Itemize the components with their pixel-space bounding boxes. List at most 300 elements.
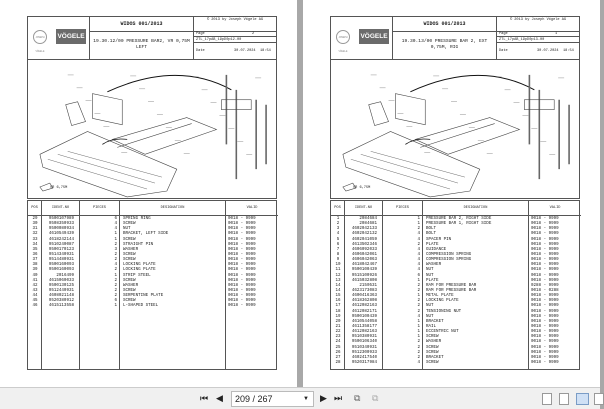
screed-rails <box>351 151 465 189</box>
parts-table <box>27 200 277 370</box>
table-cell: 44 <box>32 294 38 299</box>
table-cell: 46 <box>32 304 38 309</box>
table-cell: SCREW <box>123 258 136 263</box>
table-cell: 4 <box>417 232 420 237</box>
table-row <box>331 361 579 366</box>
table-cell: 9514340931 <box>48 252 74 257</box>
table-cell: 0018 - 9999 <box>228 268 256 273</box>
table-cell: 2 <box>114 283 117 288</box>
date-row <box>194 43 276 59</box>
table-cell: 1 <box>417 278 420 283</box>
table-cell: 39 <box>32 268 38 273</box>
table-cell: 25 <box>335 345 341 350</box>
date-row <box>497 43 579 59</box>
table-cell: 1 <box>114 304 117 309</box>
pdf-page-left <box>0 0 297 387</box>
table-cell: METAL PLATE <box>426 294 454 299</box>
table-cell: 0018 - 0288 <box>531 288 559 293</box>
column-header: PIECES <box>80 201 119 216</box>
table-cell: 36 <box>32 252 38 257</box>
column-header: DESIGNATION <box>423 201 528 216</box>
table-cell: 0018 - 9999 <box>228 278 256 283</box>
table-cell: 4 <box>417 247 420 252</box>
table-cell: 9500170123 <box>48 247 74 252</box>
last-page-button[interactable]: ⏭ <box>334 394 343 404</box>
logo-cell <box>331 17 393 59</box>
copyright: © 2013 by Joseph Vögele AG <box>497 17 579 32</box>
table-cell: 0018 - 9999 <box>228 299 256 304</box>
table-cell: 40 <box>32 273 38 278</box>
table-cell: 9 <box>336 258 340 263</box>
table-cell: ECCENTRIC NUT <box>426 330 459 335</box>
two-page-view-icon[interactable] <box>576 393 589 405</box>
table-cell: 4610544058 <box>351 319 377 324</box>
parts-table <box>330 200 580 370</box>
table-cell: RAIL <box>426 324 437 329</box>
table-cell: STRAIGHT PIN <box>123 242 154 247</box>
table-cell: 2 <box>417 309 420 314</box>
table-cell: 2 <box>417 242 420 247</box>
table-cell: 4612082163 <box>351 330 377 335</box>
table-cell: 9510380931 <box>351 335 377 340</box>
table-cell: 4602042133 <box>351 227 377 232</box>
table-cell: 0018 - 9999 <box>531 360 559 365</box>
housing <box>92 94 122 125</box>
column-header: DESIGNATION <box>120 201 225 216</box>
table-cell: BOLT <box>426 227 437 232</box>
table-cell: 2 <box>417 299 420 304</box>
table-cell: L-SHAPED STEEL <box>123 304 159 309</box>
screed-rails <box>48 151 162 189</box>
table-cell: 4618362808 <box>351 299 377 304</box>
table-cell: 1 <box>417 217 420 221</box>
table-cell: 4 <box>114 222 117 227</box>
assembly-title: 19.30.12/00 PRESSURE BAR2, VR 0,75M LEFT <box>90 32 194 59</box>
table-cell: 0018 - 9999 <box>531 242 559 247</box>
table-cell: SCREW <box>123 252 136 257</box>
table-cell: 9520317984 <box>351 360 377 365</box>
table-cell: 26 <box>335 350 341 355</box>
table-cell: 4613502346 <box>351 242 377 247</box>
table-cell: 2 <box>417 288 420 293</box>
table-cell: 9500160093 <box>48 263 74 268</box>
table-cell: 2 <box>336 222 340 227</box>
table-cell: 0018 - 9999 <box>228 288 256 293</box>
table-cell: TENSIONING NUT <box>426 309 462 314</box>
pdf-page-right <box>303 0 600 387</box>
first-page-button[interactable]: ⏮ <box>200 394 209 404</box>
time-value: 18:54 <box>563 49 574 53</box>
table-cell: 24 <box>335 340 341 345</box>
table-cell: 33 <box>32 237 38 242</box>
date-label: Date <box>196 49 205 53</box>
page-label: Page <box>499 32 508 36</box>
table-cell: PRESSURE BAR 2, RIGHT SIDE <box>426 217 492 221</box>
table-cell: SCREW <box>426 360 439 365</box>
table-cell: LOCKING PLATE <box>123 268 156 273</box>
time-value: 18:54 <box>260 49 271 53</box>
table-cell: 0018 - 9999 <box>531 252 559 257</box>
table-cell: 2 <box>114 252 117 257</box>
table-cell: RAM FOR PRESSURE BAR <box>426 283 477 288</box>
table-cell: 0018 - 9999 <box>228 222 256 227</box>
chevron-down-icon[interactable]: ▼ <box>303 396 309 402</box>
table-cell: SPACER PIN <box>426 237 452 242</box>
spring-stack <box>529 75 569 179</box>
table-cell: 6 <box>114 299 117 304</box>
table-cell: 4 <box>417 258 420 263</box>
table-cell: 1 <box>336 217 340 221</box>
table-cell: 42 <box>32 283 38 288</box>
table-cell: 3 <box>114 247 117 252</box>
table-cell: 2 <box>417 304 420 309</box>
table-cell: 0018 - 9999 <box>228 217 256 221</box>
table-cell: 2 <box>417 227 420 232</box>
table-cell: 9514480931 <box>48 258 74 263</box>
table-cell: 4 <box>114 263 117 268</box>
bracket-part <box>369 102 389 126</box>
table-cell: 2 <box>114 288 117 293</box>
column-header: PIECES <box>383 201 422 216</box>
table-cell: 5 <box>336 237 340 242</box>
table-cell: 0018 - 9999 <box>531 330 559 335</box>
table-cell: NUT <box>426 273 434 278</box>
table-cell: 4602041059 <box>351 237 377 242</box>
table-cell: 0018 - 9999 <box>228 227 256 232</box>
single-page-view-icon[interactable] <box>542 393 552 405</box>
table-cell: 9500130125 <box>48 283 74 288</box>
title-block <box>27 16 277 60</box>
page-number: 1 <box>555 32 558 36</box>
table-cell: 2 <box>114 278 117 283</box>
table-cell: 4610549439 <box>48 232 74 237</box>
table-cell: 0018 - 9999 <box>531 222 559 227</box>
table-cell: 0018 - 9999 <box>531 314 559 319</box>
table-cell: 4 <box>417 252 420 257</box>
table-cell: SCREW <box>123 299 136 304</box>
page-label: Page <box>196 32 205 36</box>
table-cell: 2 <box>114 268 117 273</box>
table-cell: LOCKING PLATE <box>123 263 156 268</box>
table-cell: 2016499 <box>56 273 74 278</box>
table-cell: 4615060033 <box>48 278 74 283</box>
table-cell: 18 <box>335 309 341 314</box>
table-cell: 0018 - 9999 <box>531 335 559 340</box>
table-cell: SERPENTINE PLATE <box>123 294 164 299</box>
diagram-area <box>330 60 580 199</box>
table-cell: RAM FOR PRESSURE BAR <box>426 288 477 293</box>
table-cell: 4606042063 <box>351 258 377 263</box>
table-cell: 4612082163 <box>351 304 377 309</box>
table-cell: 0018 - 9999 <box>531 263 559 268</box>
exploded-parts-diagram <box>331 60 579 198</box>
table-row <box>28 304 276 309</box>
table-cell: 0018 - 9999 <box>531 345 559 350</box>
table-cell: 7 <box>336 247 340 252</box>
table-cell: 10 <box>335 263 341 268</box>
table-cell: WASHER <box>123 247 139 252</box>
table-cell: 0018 - 9999 <box>228 304 256 309</box>
table-cell: 28 <box>335 360 341 365</box>
table-cell: 23 <box>335 335 341 340</box>
table-cell: 1 <box>417 319 420 324</box>
table-cell: 2 <box>417 355 420 360</box>
table-cell: 1 <box>417 324 420 329</box>
diagram-area <box>27 60 277 199</box>
column-header: VALID <box>226 201 278 216</box>
exploded-parts-diagram <box>28 60 276 198</box>
voegele-logo: VÖGELE <box>359 29 389 44</box>
fit-width-icon[interactable]: ⧉ <box>372 394 379 404</box>
table-cell: 2 <box>114 258 117 263</box>
table-cell: 0018 - 9999 <box>531 232 559 237</box>
table-cell: BRACKET, LEFT SIDE <box>123 232 169 237</box>
voegele-logo: VÖGELE <box>56 29 86 44</box>
table-cell: 2084681 <box>359 222 377 227</box>
table-cell: WASHER <box>123 283 139 288</box>
table-cell: 15 <box>335 294 341 299</box>
table-cell: 9500106340 <box>351 340 377 345</box>
table-cell: 4618042467 <box>351 263 377 268</box>
table-cell: 35 <box>32 247 38 252</box>
table-cell: 2 <box>417 345 420 350</box>
table-cell: 0018 - 9999 <box>228 237 256 242</box>
company-seal: JOSEPH VÖGELE <box>33 30 47 44</box>
table-cell: 29 <box>32 217 38 221</box>
table-cell: 4602042132 <box>351 232 377 237</box>
table-cell: 0018 - 9999 <box>531 355 559 360</box>
bracket-part <box>66 102 86 126</box>
table-cell: 1 <box>417 222 420 227</box>
table-cell: 8 <box>336 252 340 257</box>
table-cell: 0018 - 9999 <box>228 294 256 299</box>
table-cell: 0018 - 9999 <box>531 268 559 273</box>
copyright: © 2013 by Joseph Vögele AG <box>194 17 276 32</box>
table-cell: NUT <box>426 304 434 309</box>
table-cell: NUT <box>426 314 434 319</box>
page-number: 2 <box>252 32 255 36</box>
table-cell: 9508350933 <box>48 222 74 227</box>
table-cell: 19 <box>335 314 341 319</box>
table-body <box>331 217 579 366</box>
viewer-toolbar <box>0 387 600 409</box>
table-cell: GUIDANCE <box>426 247 447 252</box>
table-cell: SCREW <box>426 335 439 340</box>
table-cell: 43 <box>32 288 38 293</box>
page-number-value: 209 / 267 <box>235 394 273 404</box>
table-cell: 13 <box>335 278 341 283</box>
table-cell: SCREW <box>123 278 136 283</box>
catalog-title: WIDOS 001/2013 <box>393 17 497 32</box>
table-cell: 2 <box>417 350 420 355</box>
table-cell: 34 <box>32 242 38 247</box>
previous-page-button[interactable]: ◀ <box>216 394 223 404</box>
table-cell: 38 <box>32 263 38 268</box>
table-cell: WASHER <box>426 340 442 345</box>
table-cell: 4 <box>417 263 420 268</box>
assembly-title: 19.30.13/00 PRESSURE BAR 2, EXT 0,75M, RIG <box>393 32 497 59</box>
table-cell: 4615113558 <box>48 304 74 309</box>
arrow-curve <box>102 139 127 144</box>
table-cell: 0018 - 9999 <box>228 242 256 247</box>
table-cell: 1 <box>417 294 420 299</box>
table-cell: 0018 - 9999 <box>531 299 559 304</box>
table-cell: 30 <box>32 222 38 227</box>
model-label: VR 6,75M <box>50 186 68 190</box>
table-body <box>28 217 276 310</box>
table-cell: SCREW <box>123 222 136 227</box>
table-cell: COMPRESSION SPRING <box>426 258 472 263</box>
table-cell: SCREW <box>123 288 136 293</box>
table-cell: 0288 - 9999 <box>531 283 559 288</box>
table-cell: 9515100926 <box>351 273 377 278</box>
table-cell: COMPRESSION SPRING <box>426 252 472 257</box>
table-cell: 14 <box>335 288 341 293</box>
table-cell: 0018 - 9999 <box>228 252 256 257</box>
table-cell: 6 <box>114 217 117 221</box>
table-cell: 1 <box>417 330 420 335</box>
table-cell: 4 <box>417 237 420 242</box>
housing <box>395 94 425 125</box>
column-header: POS <box>28 201 41 216</box>
table-cell: 0018 - 9999 <box>531 278 559 283</box>
table-cell: SCREW <box>123 237 136 242</box>
table-cell: 4 <box>417 360 420 365</box>
table-cell: SPRING RING <box>123 217 151 221</box>
date-value: 30.07.2024 <box>537 49 559 53</box>
table-cell: 45 <box>32 299 38 304</box>
table-cell: 1 <box>417 335 420 340</box>
column-header: IDENT-NO <box>345 201 382 216</box>
table-cell: LOCKING PLATE <box>426 299 459 304</box>
table-cell: 0018 - 9999 <box>531 340 559 345</box>
table-cell: 0018 - 9999 <box>228 263 256 268</box>
table-cell: 4 <box>114 227 117 232</box>
date-label: Date <box>499 49 508 53</box>
table-cell: 2 <box>114 294 117 299</box>
arrow-curve <box>405 139 430 144</box>
table-cell: 9500100439 <box>351 268 377 273</box>
table-cell: SCREW <box>426 350 439 355</box>
table-cell: 0018 - 9999 <box>531 217 559 221</box>
table-cell: 4611358177 <box>351 324 377 329</box>
column-header: IDENT-NO <box>42 201 79 216</box>
table-cell: 9520380912 <box>48 299 74 304</box>
table-cell: 22 <box>335 330 341 335</box>
table-cell: 2150531 <box>359 283 377 288</box>
doc-id: ZTL_17pAB_19pD0p13-00 <box>497 37 579 43</box>
two-page-continuous-view-icon[interactable] <box>594 393 604 405</box>
table-cell: 21 <box>335 324 341 329</box>
table-cell: 4 <box>417 268 420 273</box>
table-cell: 3 <box>336 227 340 232</box>
table-cell: PRESSURE BAR 1, RIGHT SIDE <box>426 222 492 227</box>
table-cell: 0018 - 9999 <box>531 309 559 314</box>
table-cell: 1 <box>114 237 117 242</box>
table-cell: 2084684 <box>359 217 377 221</box>
table-cell: PLATE <box>426 278 439 283</box>
table-cell: 9500080934 <box>48 227 74 232</box>
table-cell: 4 <box>417 314 420 319</box>
table-cell: 9500107989 <box>48 217 74 221</box>
table-cell: SCREW <box>426 345 439 350</box>
model-label: VR 6,75M <box>353 186 371 190</box>
table-cell: 9512440931 <box>48 288 74 293</box>
table-cell: 32 <box>32 232 38 237</box>
table-cell: 0018 - 9999 <box>228 247 256 252</box>
table-cell: 0018 - 9999 <box>531 324 559 329</box>
table-cell: 31 <box>32 227 38 232</box>
table-cell: 2 <box>114 242 117 247</box>
table-cell: 0018 - 9999 <box>531 237 559 242</box>
table-cell: 0018 - 9999 <box>531 247 559 252</box>
table-cell: 0018 - 9999 <box>228 258 256 263</box>
arrow-curve <box>107 75 231 91</box>
table-cell: 9500100439 <box>351 314 377 319</box>
table-cell: WASHER <box>426 263 442 268</box>
table-cell: 0018 - 9999 <box>531 304 559 309</box>
table-cell: 2 <box>417 283 420 288</box>
table-cell: 1 <box>114 273 117 278</box>
table-cell: 0018 - 9999 <box>228 273 256 278</box>
spring-stack <box>226 75 266 179</box>
table-cell: 41 <box>32 278 38 283</box>
table-cell: 4602417540 <box>351 355 377 360</box>
table-cell: 9512300933 <box>351 350 377 355</box>
table-cell: NUT <box>123 227 131 232</box>
table-cell: 2 <box>417 340 420 345</box>
continuous-view-icon[interactable] <box>559 393 569 405</box>
table-cell: 0018 - 9999 <box>531 319 559 324</box>
table-cell: 1 <box>114 232 117 237</box>
table-cell: 20 <box>335 319 341 324</box>
table-cell: BRACKET <box>426 355 444 360</box>
doc-id: ZTL_17pAB_19pD0p12-00 <box>194 37 276 43</box>
date-value: 30.07.2024 <box>234 49 256 53</box>
table-cell: 0018 - 9999 <box>531 227 559 232</box>
column-header: POS <box>331 201 344 216</box>
table-cell: 6 <box>417 273 420 278</box>
table-cell: 17 <box>335 304 341 309</box>
table-cell: 4618242144 <box>48 237 74 242</box>
table-cell: BRACKET <box>426 319 444 324</box>
table-cell: 16 <box>335 299 341 304</box>
table-cell: 6 <box>336 242 340 247</box>
table-cell: 4608021148 <box>48 294 74 299</box>
table-cell: NUT <box>426 268 434 273</box>
company-seal: JOSEPH VÖGELE <box>336 30 350 44</box>
table-cell: 4612082171 <box>351 309 377 314</box>
table-cell: 0018 - 9999 <box>228 232 256 237</box>
title-block <box>330 16 580 60</box>
next-page-button[interactable]: ▶ <box>320 394 327 404</box>
table-cell: 0018 - 9999 <box>531 258 559 263</box>
arrow-curve <box>410 75 534 91</box>
table-cell: 4 <box>336 232 340 237</box>
table-cell: PLATE <box>426 242 439 247</box>
table-cell: 4600416363 <box>351 294 377 299</box>
table-cell: 0018 - 9999 <box>228 283 256 288</box>
table-cell: 12 <box>335 273 341 278</box>
table-cell: 4606092033 <box>351 247 377 252</box>
logo-cell <box>28 17 90 59</box>
column-header: VALID <box>529 201 581 216</box>
table-cell: 11 <box>335 268 341 273</box>
table-cell: 27 <box>335 355 341 360</box>
fit-page-icon[interactable]: ⧉ <box>354 394 361 404</box>
page-number-input[interactable] <box>231 391 314 407</box>
table-cell: 4606042061 <box>351 252 377 257</box>
